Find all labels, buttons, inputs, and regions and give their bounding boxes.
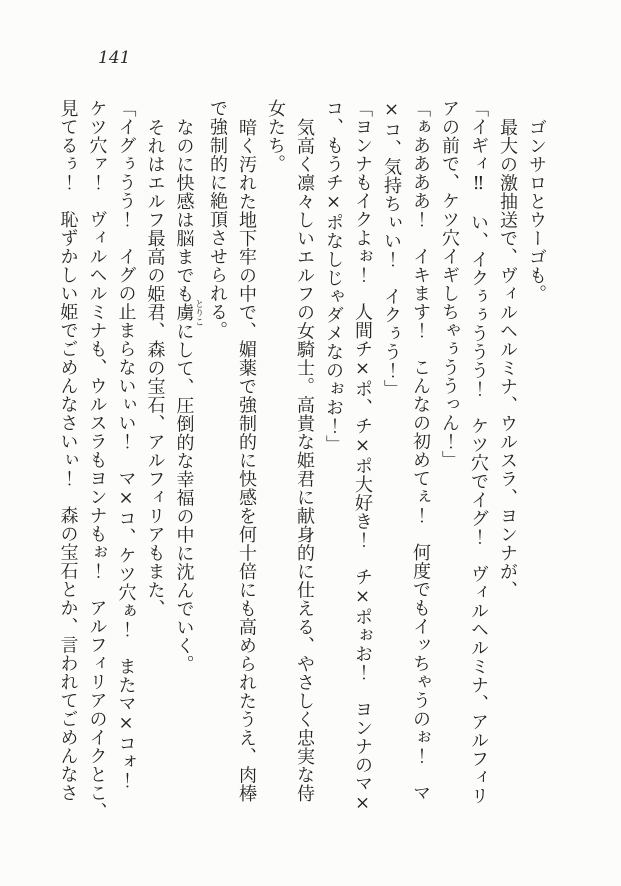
text-line: 暗く汚れた地下牢の中で、媚薬で強制的に快感を何十倍にも高められたうえ、肉棒 (236, 118, 257, 803)
ruby-annotated-word: 虜とりこ (173, 299, 203, 326)
text-line: 見てるぅ！ 恥ずかしい姫でごめんなさいぃ！ 森の宝石とか、言われてごめんなさ (57, 99, 79, 802)
text-line: それはエルフ最高の姫君、森の宝石、アルフィリアもまた、 (144, 118, 166, 618)
text-line: コ、もうチ×ポなしじゃダメなのぉお！」 (323, 99, 344, 454)
text-line: 「ぁああああ！ イキます！ こんなの初めてぇ！ 何度でもイッちゃうのぉ！ マ (410, 99, 431, 802)
text-line: ケツ穴ァ！ ヴィルヘルミナも、ウルスラもヨンナもぉ！ アルフィリアのイクとこ、 (86, 99, 108, 821)
text-line: 「イギィ‼ い、イクぅぅううう！ ケツ穴でイグ！ ヴィルヘルミナ、アルフィリ (468, 99, 489, 805)
text-line: ゴンサロとウーゴも。 (526, 118, 547, 303)
text-line: 「ヨンナもイクよぉ！ 人間チ×ポ、チ×ポ大好き！ チ×ポぉお！ ヨンナのマ× (352, 99, 373, 814)
text-line: 気高く凛々しいエルフの女騎士。高貴な姫君に献身的に仕える、やさしく忠実な侍 (294, 118, 315, 803)
text-line: で強制的に絶頂させられる。 (207, 99, 228, 340)
text-line: 「イグぅうう！ イグの止まらないぃい！ マ×コ、ケツ穴ぁ！ またマ×コォ！ (115, 99, 137, 790)
text-line: 最大の激抽送で、ヴィルヘルミナ、ウルスラ、ヨンナが、 (497, 118, 518, 599)
text-line: 女たち。 (265, 99, 286, 173)
text-body (54, 99, 552, 839)
text-line: なのに快感は脳までも虜とりこにして、圧倒的な幸福の中に沈んでいく。 (173, 118, 203, 674)
text-line: ×コ、気持ちぃい！ イクぅう！」 (381, 99, 402, 398)
page-number: 141 (98, 48, 131, 68)
text-line: アの前で、ケツ穴イギしちゃぅううっん！」 (439, 99, 460, 469)
furigana: とりこ (193, 299, 203, 326)
